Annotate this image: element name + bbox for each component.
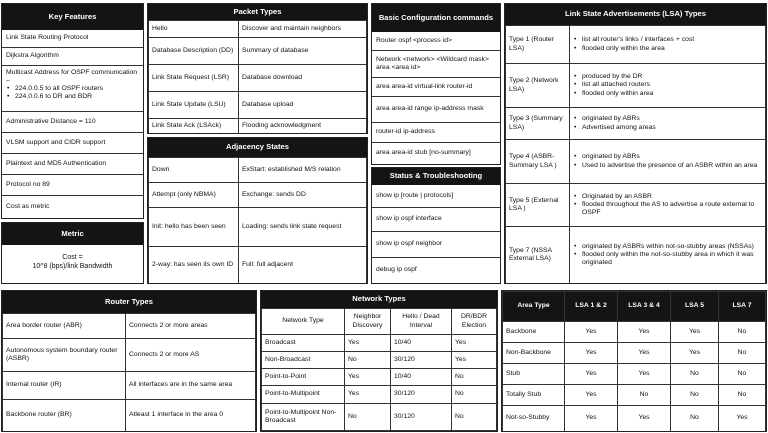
feature-item: VLSM support and CIDR support: [2, 133, 143, 154]
lsa-type-name: Type 4 (ASBR-Summary LSA ): [506, 140, 570, 184]
area-cell: No: [671, 406, 719, 432]
feature-bullet: • 224.0.0.5 to all OSPF routers: [6, 85, 139, 93]
area-cell: Yes: [565, 364, 618, 385]
area-cell: No: [719, 322, 766, 343]
network-type-name: Non-Broadcast: [262, 352, 345, 369]
area-cell: Yes: [565, 385, 618, 406]
area-cell: Yes: [565, 343, 618, 364]
lsa-types-title: Link State Advertisements (LSA) Types: [505, 4, 766, 25]
network-header: Hello / Dead Interval: [391, 309, 452, 335]
area-cell: No: [671, 385, 719, 406]
lsa-bullet: • Advertised among areas: [573, 124, 762, 132]
packet-types-title: Packet Types: [148, 4, 367, 20]
feature-item: Protocol no 89: [2, 175, 143, 196]
area-header: LSA 5: [671, 292, 719, 322]
metric-formula-line2: 10^8 (bps)/link Bandwidth: [32, 263, 113, 271]
config-command: router-id ip-address: [372, 123, 500, 143]
adjacency-state: ExStart: established M/S relation: [239, 158, 367, 183]
config-command: area area-id range ip-address mask: [372, 97, 500, 123]
config-command: area area-id virtual-link router-id: [372, 78, 500, 97]
router-type-desc: Atleast 1 interface in the area 0: [126, 400, 256, 432]
feature-item: Dijkstra Algorithm: [2, 48, 143, 66]
packet-desc: Summary of database: [239, 38, 367, 65]
network-cell: No: [345, 352, 391, 369]
lsa-bullet: • Originated by an ASBR: [573, 193, 762, 201]
area-cell: Yes: [565, 406, 618, 432]
lsa-bullet: • flooded only within the area: [573, 45, 762, 53]
area-types-panel: [501, 290, 767, 432]
packet-name: Hello: [149, 21, 239, 38]
router-type-name: Autonomous system boundary router (ASBR): [3, 339, 126, 372]
lsa-type-name: Type 2 (Network LSA): [506, 64, 570, 108]
config-command: Network <network> <Wildcard mask> area <area id>: [372, 51, 500, 78]
packet-desc: Discover and maintain neighbors: [239, 21, 367, 38]
network-cell: Yes: [345, 386, 391, 404]
area-header: Area Type: [503, 292, 565, 322]
key-features-title: Key Features: [2, 4, 143, 30]
adjacency-state: 2-way: has seen its own ID: [149, 247, 239, 284]
config-command: area area-id stub [no-summary]: [376, 149, 471, 157]
area-cell: No: [719, 343, 766, 364]
network-cell: 30/120: [391, 404, 452, 431]
lsa-bullet: • list all router's links / interfaces + cost: [573, 36, 762, 44]
network-types-panel: [260, 290, 498, 432]
feature-item: Plaintext and MD5 Authentication: [2, 154, 143, 175]
feature-item: [2, 66, 143, 112]
status-troubleshooting-title: Status & Troubleshooting: [372, 168, 500, 185]
lsa-types-panel: [504, 3, 767, 284]
packet-name: Link State Update (LSU): [149, 92, 239, 119]
metric-title: Metric: [2, 223, 143, 245]
adjacency-state: Loading: sends link state request: [239, 208, 367, 247]
lsa-bullet: • Used to advertise the presence of an ASBR within an area: [573, 162, 762, 170]
area-type-name: Backbone: [503, 322, 565, 343]
network-cell: Yes: [345, 335, 391, 352]
packet-types-panel: [147, 3, 368, 134]
network-cell: No: [452, 404, 497, 431]
packet-desc: Flooding acknowledgment: [239, 119, 367, 134]
area-cell: No: [719, 385, 766, 406]
lsa-type-name: Type 5 (External LSA ): [506, 184, 570, 227]
feature-item: Link State Routing Protocol: [2, 30, 143, 48]
network-cell: 10/40: [391, 369, 452, 386]
network-cell: Yes: [345, 369, 391, 386]
network-types-title: Network Types: [261, 291, 497, 308]
feature-multicast-text: Multicast Address for OSPF communication –: [6, 69, 138, 85]
router-type-name: Area border router (ABR): [3, 314, 126, 339]
network-header: Neighbor Discovery: [345, 309, 391, 335]
adjacency-state: Exchange: sends DD: [239, 183, 367, 208]
area-type-name: Totally Stub: [503, 385, 565, 406]
config-command: Router ospf <process id>: [372, 32, 500, 51]
area-cell: Yes: [618, 406, 671, 432]
network-type-name: Point-to-Multipoint: [262, 386, 345, 404]
adjacency-state: Attempt (only NBMA): [149, 183, 239, 208]
area-cell: Yes: [618, 322, 671, 343]
router-types-panel: [1, 290, 257, 432]
basic-config-title: Basic Configuration commands: [372, 4, 500, 32]
network-type-name: Point-to-Multipoint Non-Broadcast: [262, 404, 345, 431]
area-cell: Yes: [618, 343, 671, 364]
key-features-panel: [1, 3, 144, 219]
lsa-type-name: Type 3 (Summary LSA): [506, 108, 570, 140]
lsa-bullet: • list all attached routers: [573, 81, 762, 89]
status-troubleshooting-panel: [371, 167, 501, 284]
router-types-title: Router Types: [2, 291, 256, 313]
area-cell: No: [618, 385, 671, 406]
network-cell: 30/120: [391, 352, 452, 369]
lsa-type-name: Type 7 (NSSA External LSA): [506, 227, 570, 284]
troubleshoot-command: debug ip ospf: [376, 266, 417, 274]
lsa-bullet: • flooded throughout the AS to advertise a route external to OSPF: [573, 201, 762, 217]
router-type-desc: Connects 2 or more areas: [126, 314, 256, 339]
packet-desc: Database download: [239, 65, 367, 92]
metric-panel: [1, 222, 144, 284]
area-header: LSA 3 & 4: [618, 292, 671, 322]
network-cell: No: [345, 404, 391, 431]
area-cell: Yes: [671, 343, 719, 364]
area-cell: Yes: [618, 364, 671, 385]
area-cell: Yes: [719, 406, 766, 432]
troubleshoot-command: show ip ospf neighbor: [372, 232, 500, 258]
router-type-name: Internal router (IR): [3, 372, 126, 400]
adjacency-state: Down: [149, 158, 239, 183]
area-cell: No: [719, 364, 766, 385]
router-type-desc: Connects 2 or more AS: [126, 339, 256, 372]
packet-name: Link State Request (LSR): [149, 65, 239, 92]
router-type-desc: All interfaces are in the same area: [126, 372, 256, 400]
area-type-name: Not-so-Stubby: [503, 406, 565, 432]
area-header: LSA 7: [719, 292, 766, 322]
lsa-bullet: • originated by ABRs: [573, 153, 762, 161]
lsa-bullet: • flooded only within area: [573, 90, 762, 98]
basic-config-panel: [371, 3, 501, 165]
network-cell: No: [452, 369, 497, 386]
adjacency-state: Full: full adjacent: [239, 247, 367, 284]
network-cell: Yes: [452, 335, 497, 352]
area-cell: No: [671, 364, 719, 385]
troubleshoot-command: show ip ospf interface: [372, 208, 500, 232]
lsa-bullet: • flooded only within the not-so-stubby area in which it was originated: [573, 251, 762, 267]
lsa-bullet: • produced by the DR: [573, 73, 762, 81]
adjacency-states-panel: [147, 137, 368, 284]
lsa-bullet: • originated by ABRs: [573, 115, 762, 123]
area-cell: Yes: [671, 322, 719, 343]
router-type-name: Backbone router (BR): [3, 400, 126, 432]
network-cell: Yes: [452, 352, 497, 369]
feature-bullet: • 224.0.0.6 to DR and BDR: [6, 93, 139, 101]
feature-item: Cost as metric: [6, 203, 50, 211]
packet-desc: Database upload: [239, 92, 367, 119]
feature-item: Administrative Distance = 110: [2, 112, 143, 133]
network-header: Network Type: [262, 309, 345, 335]
lsa-bullet: • originated by ASBRs within not-so-stubby areas (NSSAs): [573, 243, 762, 251]
network-cell: 10/40: [391, 335, 452, 352]
network-cell: 30/120: [391, 386, 452, 404]
area-type-name: Non-Backbone: [503, 343, 565, 364]
packet-name: Database Description (DD): [149, 38, 239, 65]
area-header: LSA 1 & 2: [565, 292, 618, 322]
network-header: DR/BDR Election: [452, 309, 497, 335]
network-type-name: Point-to-Point: [262, 369, 345, 386]
troubleshoot-command: show ip [route | protocols]: [372, 185, 500, 208]
packet-name: Link State Ack (LSAck): [149, 119, 239, 134]
network-type-name: Broadcast: [262, 335, 345, 352]
adjacency-state: Init: hello has been seen: [149, 208, 239, 247]
metric-formula-line1: Cost =: [62, 254, 83, 261]
area-type-name: Stub: [503, 364, 565, 385]
network-cell: No: [452, 386, 497, 404]
lsa-type-name: Type 1 (Router LSA): [506, 26, 570, 64]
adjacency-states-title: Adjacency States: [148, 138, 367, 157]
area-cell: Yes: [565, 322, 618, 343]
